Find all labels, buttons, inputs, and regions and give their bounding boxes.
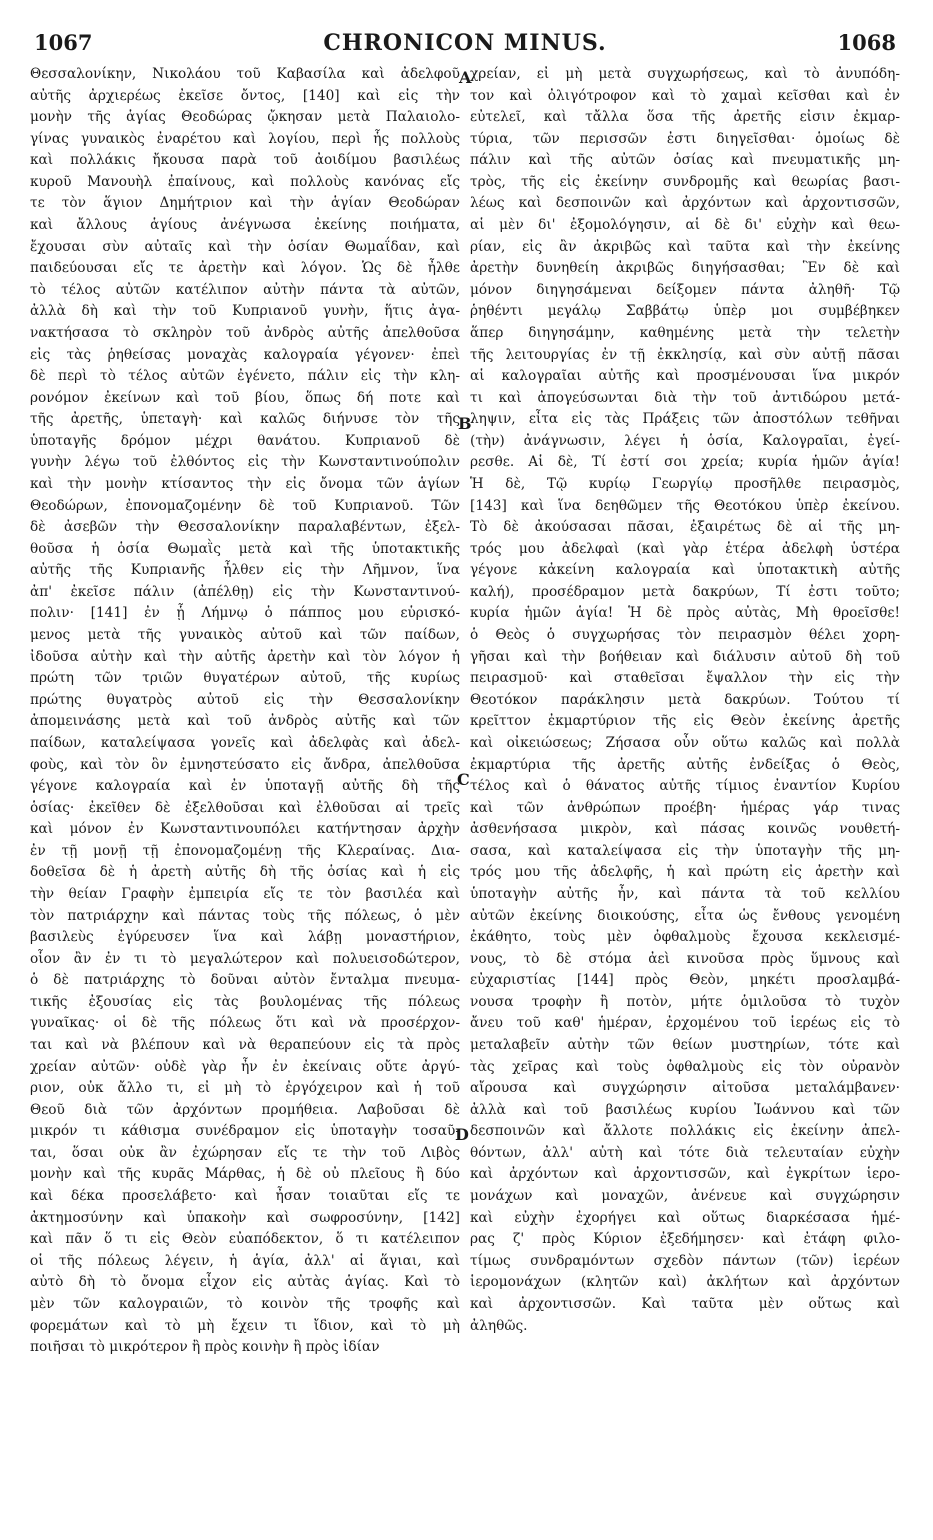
text-line: καὶ πᾶν ὅ τι εἰς Θεὸν εὐαπόδεκτον, ὅ τι κατέλειπον — [30, 1231, 460, 1248]
text-line: μονὴν τῆς ἁγίας Θεοδώρας ᾤκησαν μετὰ Παλαιολο- — [30, 109, 460, 126]
text-line: ἀλλὰ καὶ τοῦ βασιλέως κυρίου Ἰωάννου καὶ τῶν — [470, 1101, 900, 1118]
text-line: μενος μετὰ τῆς γυναικὸς αὐτοῦ καὶ τῶν παίδων, — [30, 627, 460, 644]
text-line: Θεοδώρων, ἐπονομαζομένην δὲ τοῦ Κυπριανοῦ. Τῶν — [30, 497, 460, 514]
text-line: μεταλαβεῖν αὐτὴν τῶν θείων μυστηρίων, τότε καὶ — [470, 1037, 900, 1054]
text-line: τῆς ἀρετῆς, ὑπεταγὴ· καὶ καλῶς διήνυσε τὸν τῆς — [30, 411, 460, 428]
text-line: ῥηθέντι μεγάλῳ Σαββάτῳ ὑπὲρ μοι συμβέβηκεν — [470, 303, 900, 320]
text-line: πολιν· [141] ἐν ᾗ Λήμνῳ ὁ πάππος μου εὑρισκό- — [30, 605, 460, 622]
text-line: χρείαν, εἰ μὴ μετὰ συγχωρήσεως, καὶ τὸ ἀνυπόδη- — [470, 66, 900, 82]
text-line: φορεμάτων καὶ τὸ μὴ ἔχειν τι ἴδιον, καὶ τὸ μὴ — [30, 1317, 460, 1334]
text-line: ἀπομεινάσης μετὰ καὶ τοῦ ἀνδρὸς αὐτῆς καὶ τῶν — [30, 713, 460, 730]
text-line: αἴρουσα καὶ συγχώρησιν αἰτοῦσα μεταλάμβανεν· — [470, 1080, 900, 1097]
text-line: τον καὶ ὀλιγότροφον καὶ τὸ χαμαὶ κεῖσθαι καὶ ἐν — [470, 87, 900, 104]
text-line: ἐν τῇ μονῇ τῇ ἐπονομαζομένῃ τῆς Κλεραίνας. Δια- — [30, 842, 460, 859]
text-line: ρίαν, εἰς ἂν ἀκριβῶς καὶ ταῦτα καὶ τὴν ἐκείνης — [470, 238, 900, 255]
text-line: ἔχουσαι σὺν αὐταῖς καὶ τὴν ὁσίαν Θωμαΐδαν, καὶ — [30, 238, 460, 255]
text-line: ται καὶ νὰ βλέπουν καὶ νὰ θεραπεύουν εἰς τὰ πρὸς — [30, 1037, 460, 1054]
text-line: οἱ τῆς πόλεως λέγειν, ἡ ἁγία, ἀλλ' αἱ ἅγιαι, καὶ — [30, 1252, 460, 1269]
text-line: ὁσίας· ἐκεῖθεν δὲ ἐξελθοῦσαι καὶ ἐλθοῦσαι αἱ τρεῖς — [30, 799, 460, 816]
text-line: δὲ ἀσεβῶν τὴν Θεσσαλονίκην παραλαβέντων, ἐξελ- — [30, 519, 460, 536]
text-line: τε τὸν ἅγιον Δημήτριον καὶ τὴν ἁγίαν Θεοδώραν — [30, 195, 460, 212]
text-line: αὐτῶν ἐκείνης διοικούσης, εἶτα ὡς ἔνθους γενομένη — [470, 907, 900, 924]
text-line: κυρία ἡμῶν ἁγία! Ἡ δὲ πρὸς αὐτὰς, Μὴ θροεῖσθε! — [470, 605, 900, 622]
running-title: CHRONICON MINUS. — [323, 30, 607, 56]
text-line: εὐχαριστίας [144] πρὸς Θεὸν, μηκέτι προσλαμβά- — [470, 972, 900, 989]
text-line: αὐτῆς τῆς Κυπριανῆς ἦλθεν εἰς τὴν Λῆμνον, ἵνα — [30, 562, 460, 579]
text-line: ὑποταγὴν αὐτῆς ἦν, καὶ πάντα τὰ τοῦ κελλίου — [470, 885, 900, 902]
text-line: τρός μου ἀδελφαὶ (καὶ γὰρ ἑτέρα ἀδελφὴ ὑστέρα — [470, 540, 900, 557]
text-line: πρώτη τῶν τριῶν θυγατέρων αὐτοῦ, τῆς κυρίως — [30, 670, 460, 687]
text-line: νους, τὸ δὲ στόμα ἀεὶ κινοῦσα πρὸς ὕμνους καὶ — [470, 950, 900, 967]
text-line: δοθεῖσα δὲ ἡ ἀρετὴ αὐτῆς δὴ τῆς ὁσίας καὶ ἡ εἰς — [30, 864, 460, 881]
text-line: δὲ περὶ τὸ τέλος αὐτῶν ἐγένετο, πάλιν εἰς τὴν κλη- — [30, 368, 460, 385]
text-line: ἀπ' ἐκεῖσε πάλιν (ἀπέλθῃ) εἰς τὴν Κωνσταντινού- — [30, 583, 460, 600]
text-line: μικρόν τι κάθισμα συνέδραμον εἰς ὑποταγὴν τοσαῦ- — [30, 1123, 460, 1140]
text-line: ἀληθῶς. — [470, 1317, 528, 1334]
text-line: Θεοτόκον παράκλησιν μετὰ δακρύων. Τούτου τί — [470, 691, 900, 708]
text-line: ρας ζ' πρὸς Κύριον ἐξεδήμησεν· καὶ ἐτάφη φιλο- — [470, 1231, 900, 1248]
text-line: (τὴν) ἀνάγνωσιν, λέγει ἡ ὁσία, Καλογραῖαι, ἐγεί- — [470, 432, 900, 449]
left-column — [30, 64, 460, 1359]
text-line: ἰδοῦσα αὐτὴν καὶ τὴν αὐτῆς ἀρετὴν καὶ τὸν λόγον ἡ — [30, 648, 460, 665]
text-line: νουσα τροφὴν ἢ ποτὸν, μήτε ὁμιλοῦσα τὸ τυχὸν — [470, 993, 900, 1010]
text-line: καλή), προσέδραμον μετὰ δακρύων, Τί ἐστι τοῦτο; — [470, 583, 900, 600]
text-line: αἱ καλογραῖαι αὐτῆς καὶ προσμένουσαι ἵνα μικρόν — [470, 368, 900, 385]
text-line: κρεῖττον ἐκμαρτύριον τῆς εἰς Θεὸν ἐκείνης ἀρετῆς — [470, 713, 900, 730]
text-line: ρονόμον ἐκείνων καὶ τοῦ βίου, ὅπως δή ποτε καὶ — [30, 389, 460, 406]
text-line: δεσποινῶν καὶ ἄλλοτε πολλάκις εἰς ἐκείνην ἀπελ- — [470, 1123, 900, 1140]
text-line: Τὸ δὲ ἀκούσασαι πᾶσαι, ἐξαιρέτως δὲ αἱ τῆς μη- — [470, 519, 900, 536]
text-line: καὶ πολλάκις ἤκουσα παρὰ τοῦ ἀοιδίμου βασιλέως — [30, 152, 460, 169]
text-line: καὶ μόνον ἐν Κωνσταντινουπόλει κατήντησαν ἀρχὴν — [30, 821, 460, 838]
text-line: τρός μου τῆς ἀδελφῆς, ἡ καὶ πρώτη εἰς ἀρετὴν καὶ — [470, 864, 900, 881]
text-line: ρεσθε. Αἱ δὲ, Τί ἐστί σοι χρεία; κυρία ἡμῶν ἁγία! — [470, 454, 900, 471]
text-line: Θεοῦ διὰ τῶν ἀρχόντων προμήθεια. Λαβοῦσαι δὲ — [30, 1101, 460, 1118]
text-line: ται, ὅσαι οὐκ ἂν ἐχώρησαν εἴς τε τὴν τοῦ Λιβὸς — [30, 1144, 460, 1161]
text-line: ὁ δὲ πατριάρχης τὸ δοῦναι αὐτὸν ἔνταλμα πνευμα- — [30, 972, 460, 989]
text-line: ἐκάθητο, τοὺς μὲν ὀφθαλμοὺς ἔχουσα κεκλεισμέ- — [470, 929, 900, 946]
text-line: [143] καὶ ἵνα δεηθῶμεν τῆς Θεοτόκου ὑπὲρ ἐκείνου. — [470, 497, 900, 514]
text-line: πάλιν καὶ τῆς αὐτῶν ὁσίας καὶ πνευματικῆς μη- — [470, 152, 900, 169]
text-line: ἱερομονάχων (κλητῶν καὶ) ἀκλήτων καὶ ἀρχόντων — [470, 1274, 900, 1291]
text-line: αὐτῆς ἀρχιερέως ἐκεῖσε ὄντος, [140] καὶ εἰς τὴν — [30, 87, 460, 104]
text-line: καὶ τῶν ἀνθρώπων προέβη· ἡμέρας γάρ τινας — [470, 799, 900, 816]
text-line: καὶ τὴν μονὴν κτίσαντος τὴν εἰς ὄνομα τῶν ἁγίων — [30, 475, 460, 492]
text-line: γυναῖκας· οἱ δὲ τῆς πόλεως ὅτι καὶ νὰ προσέρχον- — [30, 1015, 460, 1032]
text-line: τρὸς, τῆς εἰς ἐκείνην συνδρομῆς καὶ θεωρίας βασι- — [470, 173, 900, 190]
running-header — [34, 30, 896, 64]
text-line: καὶ ἀρχοντισσῶν. Καὶ ταῦτα μὲν οὕτως καὶ — [470, 1295, 900, 1312]
text-line: αὐτὸ δὴ τὸ ὄνομα εἶχον εἰς αὐτὰς ἁγίας. Καὶ τὸ — [30, 1274, 460, 1291]
text-line: Θεσσαλονίκην, Νικολάου τοῦ Καβασίλα καὶ ἀδελφοῦ — [30, 66, 460, 82]
margin-marker-d: D — [455, 1125, 469, 1144]
text-line: ποιῆσαι τὸ μικρότερον ἢ πρὸς κοινὴν ἢ πρὸς ἰδίαν — [30, 1339, 380, 1356]
text-line: ἀκτημοσύνην καὶ ὑπακοὴν καὶ σωφροσύνην, [142] — [30, 1209, 460, 1226]
text-line: κυροῦ Μανουὴλ ἐπαίνους, καὶ πολλοὺς κανόνας εἴς — [30, 173, 460, 190]
text-line: θοῦσα ἡ ὁσία Θωμαῒς μετὰ καὶ τῆς ὑποτακτικῆς — [30, 540, 460, 557]
text-line: αἱ μὲν δι' ἐξομολόγησιν, αἱ δὲ δι' εὐχὴν καὶ θεω- — [470, 217, 900, 234]
text-line: καὶ εὐχὴν ἐχορήγει καὶ οὕτως διαρκέσασα ἡμέ- — [470, 1209, 900, 1226]
text-line: γίνας γυναικὸς ἐναρέτου καὶ λογίου, περὶ ἧς πολλοὺς — [30, 130, 460, 147]
right-column — [470, 64, 900, 1337]
text-line: τέλος καὶ ὁ θάνατος αὐτῆς τίμιος ἐναντίον Κυρίου — [470, 778, 900, 795]
text-line: τὸ τέλος αὐτῶν κατέλιπον αὐτὴν πάντα τὰ αὐτῶν, — [30, 281, 460, 298]
text-line: καὶ οἰκειώσεως; Ζήσασα οὖν οὕτω καλῶς καὶ πολλὰ — [470, 734, 900, 751]
text-line: θόντων, ἀλλ' αὐτὴ καὶ τότε διὰ τελευταίαν εὐχὴν — [470, 1144, 900, 1161]
text-line: καὶ ἄλλους ἁγίους ἀνέγνωσα ἐκείνης ποιήματα, — [30, 217, 460, 234]
text-line: λέως καὶ δεσποινῶν καὶ ἀρχόντων καὶ ἀρχοντισσῶν, — [470, 195, 900, 212]
text-line: τύρια, τῶν περισσῶν ἐστι διηγεῖσθαι· ὁμοίως δὲ — [470, 130, 900, 147]
margin-marker-a: A — [459, 68, 472, 87]
text-line: χρείαν αὐτῶν· οὐδὲ γὰρ ἦν ἐν ἐκείναις οὔτε ἀργύ- — [30, 1058, 460, 1075]
text-line: πρώτης θυγατρὸς αὐτοῦ εἰς τὴν Θεσσαλονίκην — [30, 691, 460, 708]
page-number-right: 1068 — [837, 30, 896, 55]
text-line: τῆς λειτουργίας ἐν τῇ ἐκκλησίᾳ, καὶ σὺν αὐτῇ πᾶσαι — [470, 346, 900, 363]
text-line: φοὺς, καὶ τὸν ὃν ἐμνηστεύσατο εἰς ἄνδρα, ἀπελθοῦσα — [30, 756, 460, 773]
margin-marker-c: C — [457, 770, 470, 789]
text-line: ἀσθενήσασα μικρὸν, καὶ πάσας κοινῶς νουθετή- — [470, 821, 900, 838]
text-line: γέγονε κἀκείνη καλογραία καὶ ὑποτακτικὴ αὐτῆς — [470, 562, 900, 579]
text-line: τὰς χεῖρας καὶ τοὺς ὀφθαλμοὺς εἰς τὸν οὐρανὸν — [470, 1058, 900, 1075]
text-line: τὸν πατριάρχην καὶ πάντας τοὺς τῆς πόλεως, ὁ μὲν — [30, 907, 460, 924]
text-line: ἀλλὰ δὴ καὶ τὴν τοῦ Κυπριανοῦ γυνὴν, ἥτις ἀγα- — [30, 303, 460, 320]
text-line: πειρασμοῦ· καὶ σταθεῖσαι ἔψαλλον τὴν εἰς τὴν — [470, 670, 900, 687]
text-line: τι καὶ ἀπογεύσωνται διὰ τὴν τοῦ ἀντιδώρου μετά- — [470, 389, 900, 406]
text-line: ληψιν, εἶτα εἰς τὰς Πράξεις τῶν ἀποστόλων τεθῆναι — [470, 411, 900, 428]
text-line: τικῆς ἐξουσίας εἰς τὰς βουλομένας τῆς πόλεως — [30, 993, 460, 1010]
text-line: εἰς τὰς ῥηθείσας μοναχὰς καλογραία γέγονεν· ἐπεὶ — [30, 346, 460, 363]
text-line: παιδεύουσαι εἴς τε ἀρετὴν καὶ λόγον. Ὡς δὲ ἦλθε — [30, 260, 460, 277]
text-line: γέγονε καλογραία καὶ ἐν ὑποταγῇ αὐτῆς δὴ τῆς — [30, 778, 460, 795]
text-line: ἄνευ τοῦ καθ' ἡμέραν, ἐρχομένου τοῦ ἱερέως εἰς τὸ — [470, 1015, 900, 1032]
text-line: μόνον διηγησάμεναι δείξομεν πάντα ἀληθῆ· Τῷ — [470, 281, 900, 298]
text-line: τὴν θείαν Γραφὴν ἐμπειρία εἴς τε τὸν βασιλέα καὶ — [30, 885, 460, 902]
page-number-left: 1067 — [34, 30, 93, 55]
text-line: καὶ δέκα προσελάβετο· καὶ ἦσαν τοιαῦται εἴς τε — [30, 1188, 460, 1205]
text-line: ἅπερ διηγησάμην, καθημένης μετὰ τὴν τελετὴν — [470, 324, 900, 341]
text-line: Ἡ δὲ, Τῷ κυρίῳ Γεωργίῳ προσῆλθε πειρασμὸς, — [470, 475, 900, 492]
text-line: ὑποταγῆς δρόμον μέχρι θανάτου. Κυπριανοῦ δὲ — [30, 432, 460, 449]
text-line: ἀρετὴν δυνηθείη ἀκριβῶς διηγήσασθαι; Ἓν δὲ καὶ — [470, 260, 900, 277]
text-line: γῆσαι καὶ τὴν βοήθειαν καὶ διάλυσιν αὐτοῦ δὴ τοῦ — [470, 648, 900, 665]
text-line: οἷον ἂν ἐν τι τὸ μεγαλώτερον καὶ πολυεισοδώτερον, — [30, 950, 460, 967]
margin-marker-b: B — [458, 414, 472, 433]
text-line: καὶ ἀρχόντων καὶ ἀρχοντισσῶν, καὶ ἐγκρίτων ἱερο- — [470, 1166, 900, 1183]
text-line: βασιλεὺς ἐγύρευσεν ἵνα καὶ λάβῃ μοναστήριον, — [30, 929, 460, 946]
text-line: ὁ Θεὸς ὁ συγχωρήσας τὸν πειρασμὸν θέλει χορη- — [470, 627, 900, 644]
text-line: μονὴν καὶ τῆς κυρᾶς Μάρθας, ἡ δὲ οὐ πλεῖους ἢ δύο — [30, 1166, 460, 1183]
text-line: ἐκμαρτύρια τῆς ἀρετῆς αὐτῆς ἐνδείξας ὁ Θεὸς, — [470, 756, 900, 773]
text-line: ριον, οὐκ ἄλλο τι, εἰ μὴ τὸ ἐργόχειρον καὶ ἡ τοῦ — [30, 1080, 460, 1097]
text-line: τίμως συνδραμόντων σχεδὸν πάντων (τῶν) ἱερέων — [470, 1252, 900, 1269]
text-line: μὲν τῶν καλογραιῶν, τὸ κοινὸν τῆς τροφῆς καὶ — [30, 1295, 460, 1312]
text-line: γυνὴν λέγω τοῦ ἐλθόντος εἰς τὴν Κωνσταντινούπολιν — [30, 454, 460, 471]
text-line: νακτήσασα τὸ σκληρὸν τοῦ ἀνδρὸς αὐτῆς ἀπελθοῦσα — [30, 324, 460, 341]
text-line: μονάχων καὶ μοναχῶν, ἀνένευε καὶ συγχώρησιν — [470, 1188, 900, 1205]
text-line: σασα, καὶ καταλείψασα εἰς τὴν ὑποταγὴν τῆς μη- — [470, 842, 900, 859]
text-line: εὐτελεῖ, καὶ τἄλλα ὅσα τῆς ἀρετῆς εἰσιν ἐκμαρ- — [470, 109, 900, 126]
text-line: παίδων, καταλείψασα γονεῖς καὶ ἀδελφὰς καὶ ἀδελ- — [30, 734, 460, 751]
